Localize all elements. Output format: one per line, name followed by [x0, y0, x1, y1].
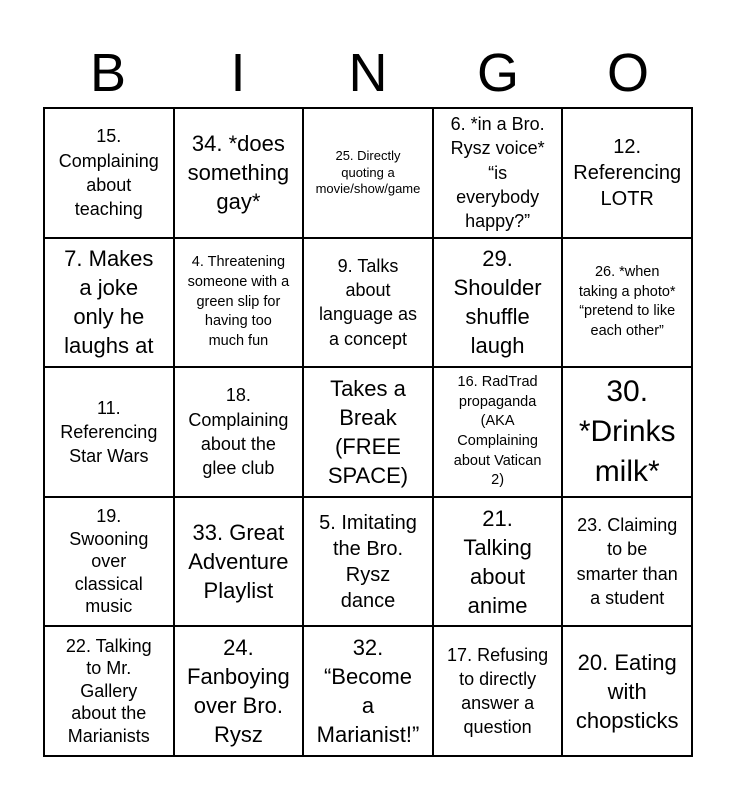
bingo-cell[interactable] [174, 626, 304, 756]
bingo-cell[interactable] [303, 108, 433, 238]
bingo-cell[interactable] [433, 626, 563, 756]
cell-text: 23. Claiming to be smarter than a student [576, 515, 678, 608]
bingo-cell[interactable] [44, 497, 174, 627]
cell-text: 11. Referencing Star Wars [60, 397, 158, 467]
bingo-cell[interactable] [303, 497, 433, 627]
bingo-cell[interactable] [174, 238, 304, 368]
bingo-cell[interactable] [174, 497, 304, 627]
bingo-cell[interactable] [433, 497, 563, 627]
free-space-cell[interactable] [303, 367, 433, 497]
cell-text: 34. *does something gay* [187, 131, 290, 215]
cell-text: 21. Talking about anime [463, 505, 532, 618]
bingo-cell[interactable] [44, 238, 174, 368]
header-letter-g: G [476, 43, 519, 103]
cell-text: 30. *Drinks milk* [578, 375, 676, 488]
header-letter-b: B [89, 43, 127, 103]
bingo-cell[interactable] [44, 626, 174, 756]
header-letter-n: N [348, 43, 388, 103]
bingo-grid [43, 107, 693, 757]
cell-text: 17. Refusing to directly answer a question [447, 644, 549, 738]
cell-text: 24. Fanboying over Bro. Rysz [187, 635, 290, 748]
bingo-header [43, 40, 693, 106]
bingo-cell[interactable] [562, 108, 692, 238]
cell-text: 29. Shoulder shuffle laugh [453, 246, 542, 359]
bingo-cell[interactable] [433, 238, 563, 368]
cell-text: 9. Talks about language as a concept [318, 255, 418, 349]
bingo-cell[interactable] [44, 108, 174, 238]
bingo-cell[interactable] [44, 367, 174, 497]
cell-text: 25. Directly quoting a movie/show/game [315, 148, 421, 196]
bingo-cell[interactable] [303, 238, 433, 368]
bingo-cell[interactable] [562, 367, 692, 497]
cell-text: 19. Swooning over classical music [69, 506, 149, 617]
bingo-cell[interactable] [174, 367, 304, 497]
cell-text: 26. *when taking a photo* “pretend to like each other” [578, 264, 676, 339]
cell-text: 33. Great Adventure Playlist [188, 520, 289, 604]
cell-text: 20. Eating with chopsticks [575, 649, 679, 733]
header-letter-i: I [230, 43, 246, 103]
bingo-cell[interactable] [174, 108, 304, 238]
bingo-cell[interactable] [433, 108, 563, 238]
cell-text: 4. Threatening someone with a green slip for having too much fun [187, 254, 290, 349]
cell-text: 7. Makes a joke only he laughs at [64, 246, 154, 359]
bingo-cell[interactable] [562, 626, 692, 756]
bingo-cell[interactable] [303, 626, 433, 756]
cell-text: 12. Referencing LOTR [573, 135, 682, 210]
cell-text: 16. RadTrad propaganda (AKA Complaining about Vatican 2) [453, 374, 542, 489]
cell-text: Takes a Break (FREE SPACE) [327, 375, 409, 489]
cell-text: 6. *in a Bro. Rysz voice* “is everybody happy?” [450, 114, 545, 232]
bingo-cell[interactable] [433, 367, 563, 497]
cell-text: 5. Imitating the Bro. Rysz dance [319, 511, 417, 612]
cell-text: 32. “Become a Marianist!” [316, 635, 420, 748]
cell-text: 15. Complaining about teaching [58, 126, 159, 220]
bingo-cell[interactable] [562, 238, 692, 368]
cell-text: 18. Complaining about the glee club [188, 385, 289, 479]
bingo-cell[interactable] [562, 497, 692, 627]
header-letter-o: O [606, 43, 649, 103]
cell-text: 22. Talking to Mr. Gallery about the Marianists [65, 635, 152, 746]
